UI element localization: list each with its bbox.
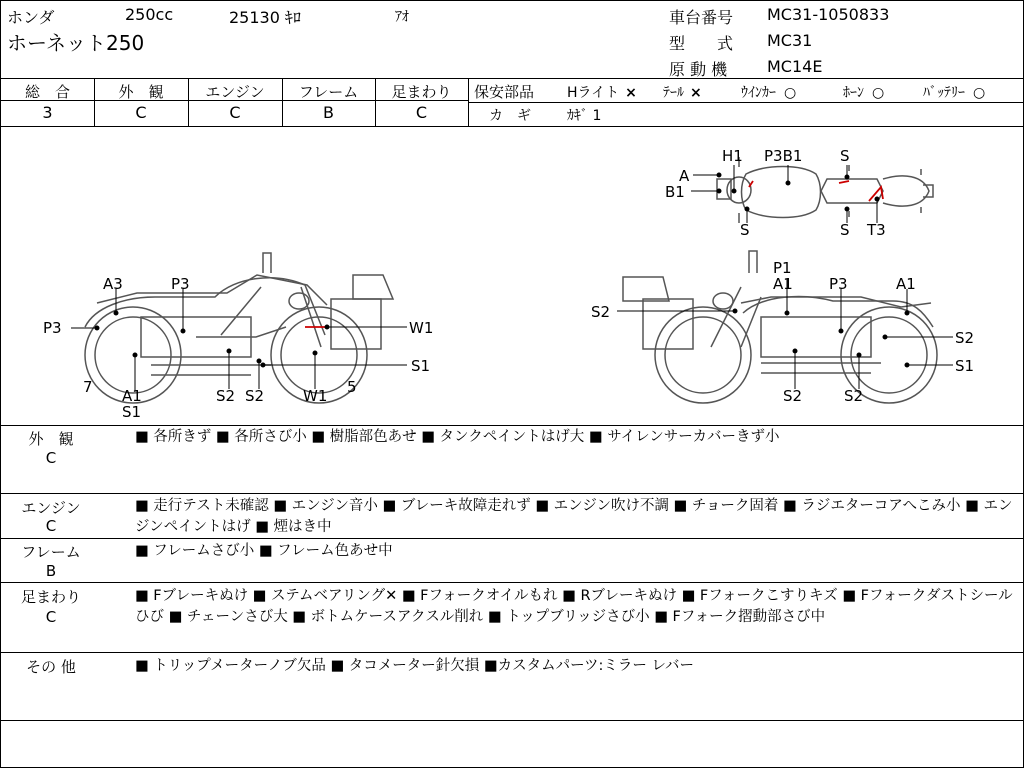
label-left-5: 5 [347, 378, 357, 396]
label-left-w1: W1 [303, 387, 328, 405]
label-left-s1: S1 [411, 357, 431, 375]
label-left-p3: P3 [43, 319, 62, 337]
grade-exterior-value: C [135, 103, 147, 122]
safety-label: 保安部品 [474, 83, 535, 101]
body-color: ｱｵ [395, 9, 409, 25]
label-right-p1: P1 [773, 259, 792, 277]
note-exterior-category: 外 観 [28, 430, 74, 448]
safety-winker: ｳｲﾝｶｰ ○ [741, 85, 797, 101]
displacement: 250cc [125, 5, 174, 24]
note-exterior-grade: C [45, 449, 57, 467]
label-left-p3: P3 [171, 275, 190, 293]
label-left-a3: A3 [103, 275, 123, 293]
safety-battery: ﾊﾞｯﾃﾘｰ ○ [923, 85, 986, 101]
grade-suspension-label: 足まわり [391, 83, 452, 101]
mileage: 25130 ｷﾛ [229, 8, 301, 27]
type-label: 型 式 [669, 34, 734, 53]
label-left-7: 7 [83, 378, 93, 396]
label-left-w1: W1 [409, 319, 434, 337]
label-left-a1: A1 [122, 387, 142, 405]
grade-frame-value: B [323, 103, 334, 122]
label-top-s: S [840, 221, 850, 239]
note-exterior-text: ■ 各所きず ■ 各所さび小 ■ 樹脂部色あせ ■ タンクペイントはげ大 ■ サイレンサーカバーきず小 [135, 429, 780, 445]
safety-headlight: Hライト × [567, 85, 637, 101]
model-name: ホーネット250 [7, 31, 145, 55]
note-engine-grade: C [45, 517, 57, 535]
grade-overall-label: 総 合 [24, 83, 70, 101]
note-other-text: ■ トリップメーターノブ欠品 ■ タコメーター針欠損 ■カスタムパーツ:ミラー レバー [135, 658, 694, 674]
label-right-s2: S2 [844, 387, 864, 405]
grade-exterior-label: 外 観 [118, 83, 164, 101]
note-frame-grade: B [45, 562, 57, 580]
frame-no: MC31-1050833 [767, 5, 890, 24]
damage-diagram [1, 127, 1023, 425]
grade-overall-value: 3 [42, 103, 53, 122]
note-suspension-grade: C [45, 608, 57, 626]
engine-value: MC14E [767, 57, 823, 76]
grade-engine-label: エンジン [205, 83, 265, 101]
frame-no-label: 車台番号 [669, 8, 734, 27]
grade-suspension-value: C [415, 103, 428, 122]
label-top-p3b1: P3B1 [764, 147, 803, 165]
label-top-h1: H1 [722, 147, 743, 165]
note-engine-category: エンジン [21, 499, 81, 517]
label-left-s2: S2 [245, 387, 265, 405]
note-suspension-text: ■ Fブレーキぬけ ■ ステムベアリング✕ ■ Fフォークオイルもれ ■ Rブレーキぬけ ■ Fフォークこすりキズ ■ Fフォークダストシールひび ■ チェーンさび大 ■ ボトムケースアクスル削れ ■ トップブリッジさび小 ■ Fフォーク摺動部さび中 [135, 588, 1013, 625]
label-right-s1: S1 [955, 357, 975, 375]
top-view-bike [717, 157, 933, 223]
maker: ホンダ [7, 8, 55, 27]
label-top-t3: T3 [867, 221, 886, 239]
label-top-s: S [740, 221, 750, 239]
label-top-a: A [679, 167, 690, 185]
label-right-p3: P3 [829, 275, 848, 293]
grade-frame-label: フレーム [298, 83, 359, 101]
label-right-a1: A1 [896, 275, 916, 293]
type-value: MC31 [767, 31, 813, 50]
grade-engine-value: C [229, 103, 241, 122]
label-top-b1: B1 [665, 183, 685, 201]
key-label: カ ギ [489, 108, 531, 124]
note-engine-text: ■ 走行テスト未確認 ■ エンジン音小 ■ ブレーキ故障走れず ■ エンジン吹け不調 ■ チョーク固着 ■ ラジエターコアへこみ小 ■ エンジンペイントはげ ■ 煙はき中 [135, 498, 1013, 535]
safety-horn: ﾎｰﾝ ○ [843, 85, 885, 101]
divider [1, 78, 1023, 79]
label-top-s: S [840, 147, 850, 165]
label-left-s1: S1 [122, 403, 142, 421]
label-left-s2: S2 [216, 387, 236, 405]
safety-tail: ﾃｰﾙ × [663, 85, 702, 101]
label-right-a1: A1 [773, 275, 793, 293]
note-suspension-category: 足まわり [20, 588, 81, 606]
label-right-s2: S2 [955, 329, 975, 347]
label-right-s2: S2 [591, 303, 611, 321]
note-frame-text: ■ フレームさび小 ■ フレーム色あせ中 [135, 543, 393, 559]
key-value: ｶｷﾞ 1 [567, 108, 602, 124]
label-right-s2: S2 [783, 387, 803, 405]
note-frame-category: フレーム [21, 543, 81, 561]
note-other-category: その 他 [26, 658, 76, 676]
engine-label: 原 動 機 [669, 60, 728, 79]
